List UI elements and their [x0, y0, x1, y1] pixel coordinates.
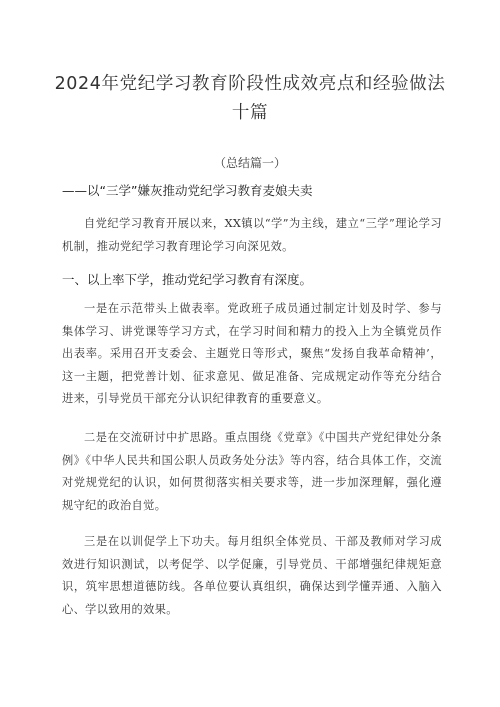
section-heading: 一、以上率下学，推动党纪学习教育有深度。 [62, 272, 313, 287]
intro-paragraph: 自党纪学习教育开展以来，XX镇以“学”为主线，建立“三学”理论学习机制，推动党纪学习教育理论学习向深见效。 [62, 217, 442, 253]
document-byline: ——以“三学”嫌灰推动党纪学习教育麦娘夫卖 [62, 183, 313, 198]
body-paragraph-2: 二是在交流研讨中扩思路。重点围绕《党章》《中国共产党纪律处分条例》《中华人民共和国公职人员政务处分法》等内容，结合具体工作，交流对党规党纪的认识，如何贯彻落实相关要求等，进一步加深理解，强化遵规守纪的政治自觉。 [62, 431, 442, 512]
body-paragraph-1: 一是在示范带头上做表率。党政班子成员通过制定计划及时学、参与集体学习、讲党课等学习方式，在学习时间和精力的投入上为全镇党员作出表率。采用召开支委会、主题党日等形式，聚焦“发扬自我革命精神’，这一主题，把党善计划、征求意见、做足准备、完成规定动作等充分结合进来，引导党员干部充分认识纪律教育的重要意义。 [62, 302, 442, 405]
document-title: 2024年党纪学习教育阶段性成效亮点和经验做法十篇 [54, 74, 446, 123]
body-paragraph-3: 三是在以训促学上下功夫。每月组织全体党员、干部及教师对学习成效进行知识测试，以考促学、以学促廉，引导党员、干部增强纪律规矩意识，筑牢思想道德防线。各单位要认真组织，确保达到学懂弄通、入脑入心、学以致用的效果。 [62, 535, 442, 616]
document-subhead: （总结篇一） [213, 156, 286, 170]
